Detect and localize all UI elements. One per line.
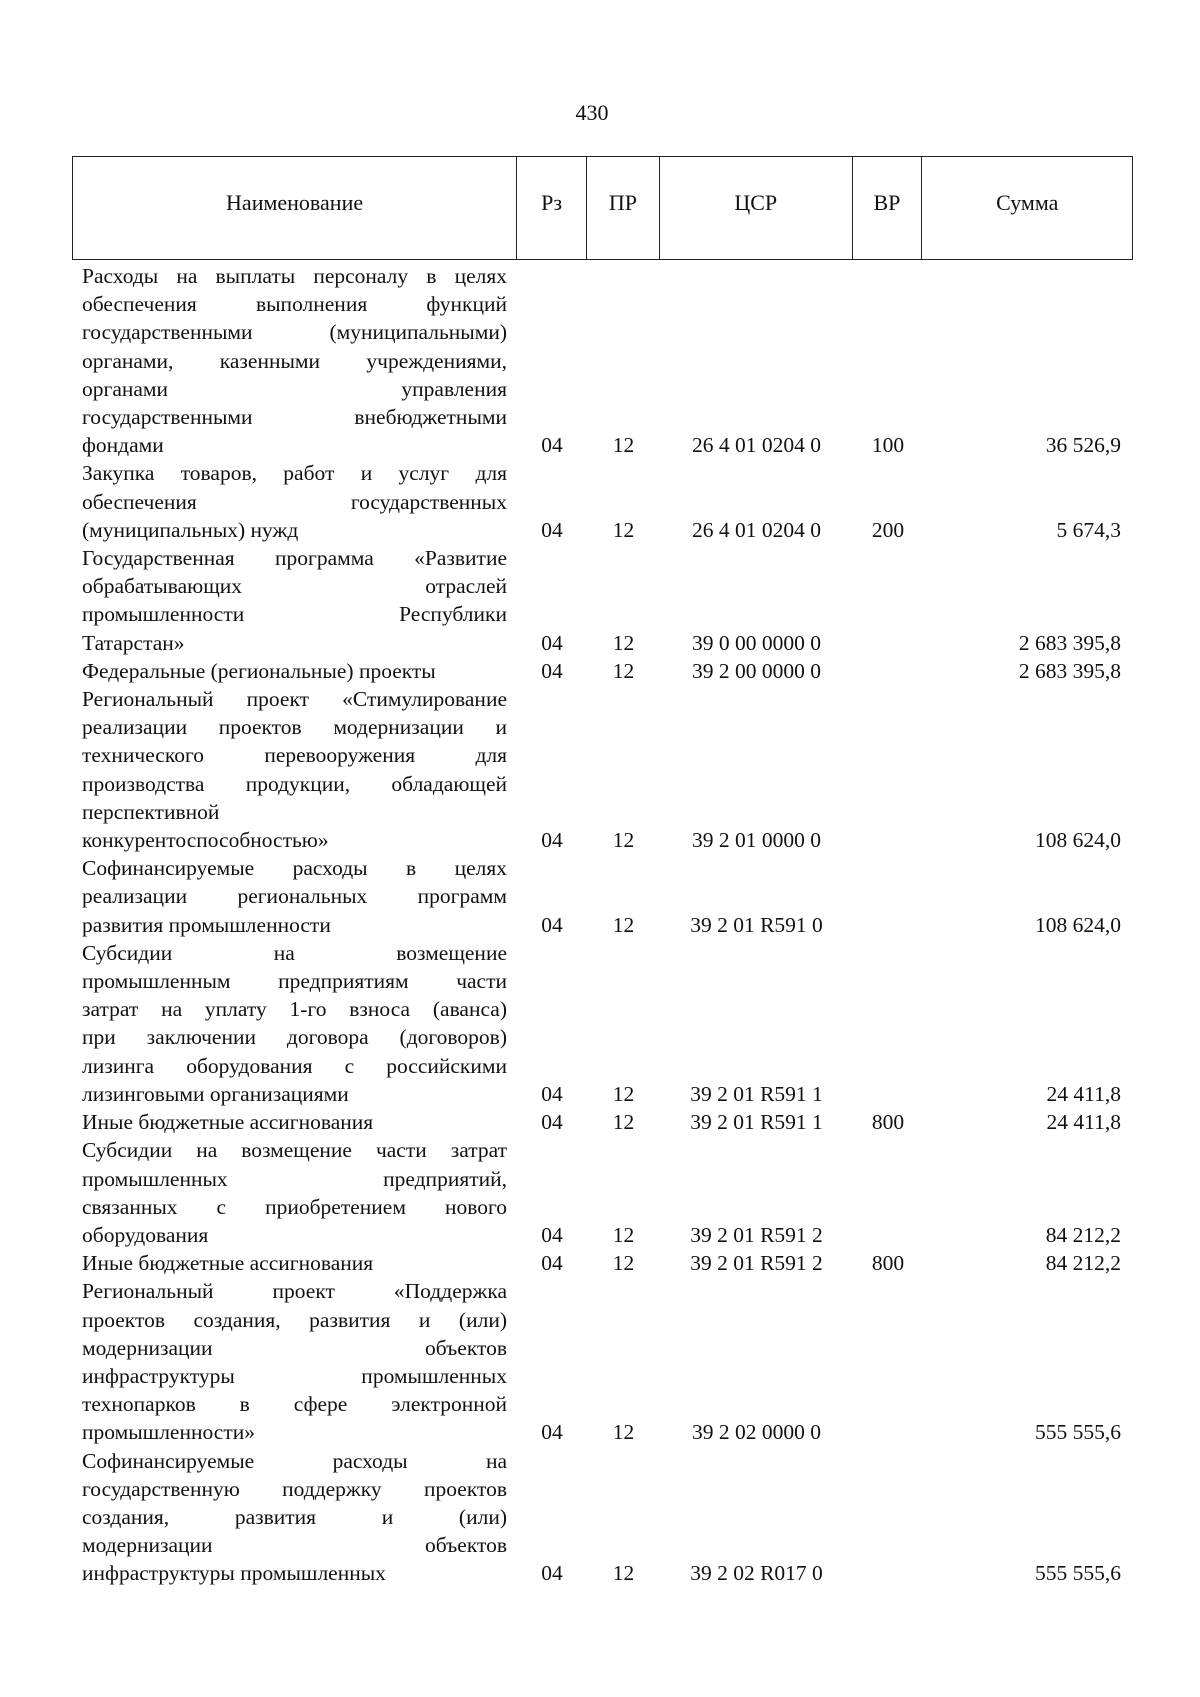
cell-vr: 800 xyxy=(871,1110,905,1135)
cell-pr: 12 xyxy=(612,912,635,937)
table-header xyxy=(72,156,1133,260)
cell-rz: 04 xyxy=(541,1110,563,1135)
cell-name-line: обеспечения выполнения функций xyxy=(82,292,507,317)
table-row xyxy=(72,1136,1133,1249)
cell-rz: 04 xyxy=(541,1561,563,1586)
cell-name-line: развития промышленности xyxy=(82,912,331,937)
cell-csr: 39 0 00 0000 0 xyxy=(692,630,821,655)
cell-name-line: технопарков в сфере электронной xyxy=(82,1392,507,1417)
cell-rz: 04 xyxy=(541,433,563,458)
cell-name-line: промышленных предприятий, xyxy=(82,1166,507,1191)
cell-name-line: конкурентоспособностью» xyxy=(82,828,329,853)
cell-name xyxy=(72,685,517,854)
table-row xyxy=(72,854,1133,939)
cell-name-line: обеспечения государственных xyxy=(82,489,507,514)
cell-csr: 26 4 01 0204 0 xyxy=(692,517,821,542)
page-number: 430 xyxy=(575,100,609,125)
cell-csr: 39 2 01 R591 1 xyxy=(690,1081,823,1106)
table-row xyxy=(72,685,1133,854)
cell-name-line: обрабатывающих отраслей xyxy=(82,574,507,599)
cell-name-line: Иные бюджетные ассигнования xyxy=(82,1110,374,1135)
cell-name-line: технического перевооружения для xyxy=(82,743,507,768)
cell-sum: 555 555,6 xyxy=(1035,1420,1121,1445)
cell-name-line: модернизации объектов xyxy=(82,1533,507,1558)
table-row xyxy=(72,1447,1133,1588)
cell-name xyxy=(72,1108,517,1136)
cell-pr: 12 xyxy=(612,658,635,683)
header-rz: Рз xyxy=(517,157,587,259)
table-row xyxy=(72,1108,1133,1136)
header-sum: Сумма xyxy=(996,190,1059,215)
cell-csr: 26 4 01 0204 0 xyxy=(692,433,821,458)
cell-name xyxy=(72,939,517,1108)
cell-rz: 04 xyxy=(541,658,563,683)
cell-name-line: создания, развития и (или) xyxy=(82,1504,507,1529)
cell-sum: 84 212,2 xyxy=(1045,1222,1121,1247)
cell-name-line: фондами xyxy=(82,433,164,458)
cell-name-line: перспективной xyxy=(82,799,220,824)
cell-name-line: Софинансируемые расходы в целях xyxy=(82,856,507,881)
cell-name xyxy=(72,657,517,685)
cell-sum: 84 212,2 xyxy=(1045,1251,1121,1276)
cell-name-line: Татарстан» xyxy=(82,630,185,655)
cell-pr: 12 xyxy=(612,1251,635,1276)
cell-sum: 108 624,0 xyxy=(1035,912,1121,937)
cell-pr: 12 xyxy=(612,1420,635,1445)
cell-rz: 04 xyxy=(541,630,563,655)
cell-csr: 39 2 01 R591 1 xyxy=(690,1110,823,1135)
cell-sum: 24 411,8 xyxy=(1046,1081,1121,1106)
cell-vr: 800 xyxy=(871,1251,905,1276)
table-row xyxy=(72,1249,1133,1277)
table-row xyxy=(72,939,1133,1108)
cell-name-line: связанных с приобретением нового xyxy=(82,1194,507,1219)
cell-name xyxy=(72,544,517,657)
cell-name-line: (муниципальных) нужд xyxy=(82,517,299,542)
cell-sum: 5 674,3 xyxy=(1056,517,1121,542)
cell-csr: 39 2 01 0000 0 xyxy=(692,828,821,853)
table-row xyxy=(72,657,1133,685)
cell-rz: 04 xyxy=(541,517,563,542)
table-row xyxy=(72,459,1133,544)
cell-name-line: затрат на уплату 1-го взноса (аванса) xyxy=(82,997,507,1022)
cell-name xyxy=(72,1136,517,1249)
cell-name-line: лизинга оборудования с российскими xyxy=(82,1053,507,1078)
cell-pr: 12 xyxy=(612,433,635,458)
cell-name-line: оборудования xyxy=(82,1222,209,1247)
cell-name-line: проектов создания, развития и (или) xyxy=(82,1307,507,1332)
cell-name-line: государственными внебюджетными xyxy=(82,405,507,430)
cell-name-line: промышленным предприятиям части xyxy=(82,969,507,994)
cell-name-line: органами, казенными учреждениями, xyxy=(82,348,507,373)
cell-name-line: лизинговыми организациями xyxy=(82,1081,349,1106)
cell-csr: 39 2 01 R591 2 xyxy=(690,1251,823,1276)
cell-csr: 39 2 02 R017 0 xyxy=(690,1561,823,1586)
cell-name-line: промышленности Республики xyxy=(82,602,507,627)
cell-name xyxy=(72,1249,517,1277)
cell-name-line: промышленности» xyxy=(82,1420,255,1445)
cell-sum: 24 411,8 xyxy=(1046,1110,1121,1135)
cell-sum: 36 526,9 xyxy=(1045,433,1121,458)
cell-name-line: реализации проектов модернизации и xyxy=(82,715,507,740)
table-row xyxy=(72,544,1133,657)
cell-vr: 100 xyxy=(871,433,905,458)
cell-rz: 04 xyxy=(541,1251,563,1276)
cell-sum: 2 683 395,8 xyxy=(1018,658,1121,683)
cell-name xyxy=(72,854,517,939)
cell-name-line: Региональный проект «Стимулирование xyxy=(82,687,507,712)
cell-pr: 12 xyxy=(612,630,635,655)
cell-pr: 12 xyxy=(612,1081,635,1106)
budget-table xyxy=(72,156,1133,1588)
cell-name-line: инфраструктуры промышленных xyxy=(82,1363,507,1388)
cell-sum: 555 555,6 xyxy=(1035,1561,1121,1586)
cell-rz: 04 xyxy=(541,1222,563,1247)
table-row xyxy=(72,1277,1133,1446)
cell-name-line: государственными (муниципальными) xyxy=(82,320,507,345)
cell-vr: 200 xyxy=(871,517,905,542)
cell-pr: 12 xyxy=(612,517,635,542)
cell-name-line: Закупка товаров, работ и услуг для xyxy=(82,461,507,486)
cell-sum: 108 624,0 xyxy=(1035,828,1121,853)
cell-name-line: Государственная программа «Развитие xyxy=(82,546,507,571)
cell-name-line: при заключении договора (договоров) xyxy=(82,1025,507,1050)
header-name: Наименование xyxy=(73,157,517,259)
cell-csr: 39 2 02 0000 0 xyxy=(692,1420,821,1445)
cell-pr: 12 xyxy=(612,1222,635,1247)
cell-name-line: Региональный проект «Поддержка xyxy=(82,1279,507,1304)
cell-name xyxy=(72,262,517,459)
cell-name xyxy=(72,459,517,544)
cell-name xyxy=(72,1447,517,1588)
cell-rz: 04 xyxy=(541,828,563,853)
cell-csr: 39 2 01 R591 2 xyxy=(690,1222,823,1247)
cell-pr: 12 xyxy=(612,828,635,853)
cell-name-line: производства продукции, обладающей xyxy=(82,771,507,796)
header-vr: ВР xyxy=(853,157,923,259)
cell-name-line: Расходы на выплаты персоналу в целях xyxy=(82,264,507,288)
cell-rz: 04 xyxy=(541,1081,563,1106)
cell-name-line: реализации региональных программ xyxy=(82,884,507,909)
cell-name-line: инфраструктуры промышленных xyxy=(82,1561,386,1586)
cell-name-line: Иные бюджетные ассигнования xyxy=(82,1251,374,1276)
table-row xyxy=(72,262,1133,459)
cell-name xyxy=(72,1277,517,1446)
header-pr: ПР xyxy=(587,157,660,259)
cell-rz: 04 xyxy=(541,912,563,937)
cell-name-line: Федеральные (региональные) проекты xyxy=(82,658,436,683)
cell-rz: 04 xyxy=(541,1420,563,1445)
cell-name-line: Субсидии на возмещение xyxy=(82,940,507,965)
cell-name-line: Софинансируемые расходы на xyxy=(82,1448,507,1473)
cell-pr: 12 xyxy=(612,1110,635,1135)
cell-name-line: модернизации объектов xyxy=(82,1335,507,1360)
header-csr: ЦСР xyxy=(660,157,853,259)
cell-sum: 2 683 395,8 xyxy=(1018,630,1121,655)
cell-pr: 12 xyxy=(612,1561,635,1586)
cell-name-line: органами управления xyxy=(82,376,507,401)
table-body xyxy=(72,260,1133,1588)
cell-csr: 39 2 00 0000 0 xyxy=(692,658,821,683)
cell-name-line: Субсидии на возмещение части затрат xyxy=(82,1138,507,1163)
cell-csr: 39 2 01 R591 0 xyxy=(690,912,823,937)
cell-name-line: государственную поддержку проектов xyxy=(82,1476,507,1501)
